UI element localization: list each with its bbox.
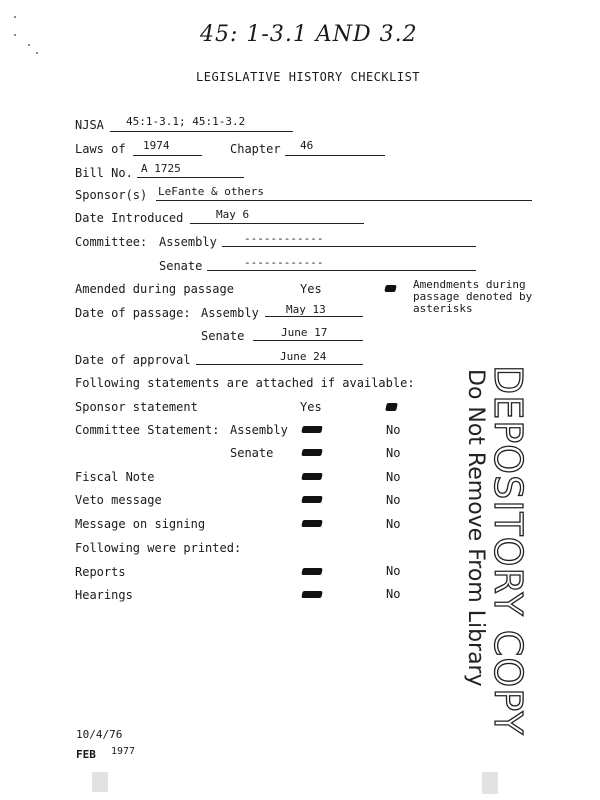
committee-statement-assembly-yes-redaction (301, 426, 322, 433)
date-of-approval-value: June 24 (280, 350, 327, 363)
reports-no: No (386, 564, 401, 578)
stamp-depository-copy: DEPOSITORY COPY (486, 365, 530, 736)
amendments-note: Amendments during passage denoted by asterisks (413, 278, 533, 315)
committee-statement-senate-label: Senate (230, 446, 274, 460)
committee-label: Committee: (75, 235, 148, 249)
amended-yes: Yes (300, 282, 322, 296)
committee-statement-senate-no: No (386, 446, 401, 460)
date-introduced-label: Date Introduced (75, 211, 184, 225)
message-on-signing-no: No (386, 517, 401, 531)
passage-assembly-underline (265, 316, 363, 317)
amended-no-redaction (384, 285, 396, 292)
footer-date: 10/4/76 (76, 728, 123, 741)
scan-speck (14, 34, 16, 36)
sponsor-label: Sponsor(s) (75, 188, 148, 202)
veto-message-label: Veto message (75, 493, 162, 507)
committee-assembly-label: Assembly (159, 235, 217, 249)
footer-year: 1977 (111, 746, 136, 757)
laws-of-value: 1974 (143, 139, 170, 152)
handwritten-statute-reference: 45: 1-3.1 AND 3.2 (200, 22, 418, 47)
sponsor-statement-yes: Yes (300, 400, 322, 414)
message-on-signing-label: Message on signing (75, 517, 206, 531)
committee-senate-underline (207, 270, 476, 271)
hearings-label: Hearings (75, 588, 133, 602)
message-on-signing-yes-redaction (301, 520, 322, 527)
committee-assembly-value: ------------ (244, 232, 324, 245)
date-of-passage-label: Date of passage: (75, 306, 191, 320)
njsa-label: NJSA (75, 118, 104, 132)
date-introduced-value: May 6 (216, 208, 250, 221)
laws-of-underline (133, 155, 202, 156)
fiscal-note-yes-redaction (301, 473, 322, 480)
reports-label: Reports (75, 565, 126, 579)
committee-statement-senate-yes-redaction (301, 449, 322, 456)
amended-label: Amended during passage (75, 282, 234, 296)
committee-statement-label: Committee Statement: (75, 423, 220, 437)
date-introduced-underline (190, 223, 364, 224)
bill-no-label: Bill No. (75, 166, 133, 180)
fiscal-note-no: No (386, 470, 401, 484)
passage-assembly-label: Assembly (201, 306, 259, 320)
scan-speck (14, 16, 16, 18)
sponsor-underline (156, 200, 532, 201)
reports-yes-redaction (301, 568, 322, 575)
sponsor-statement-no-redaction (385, 403, 398, 411)
njsa-value: 45:1-3.1; 45:1-3.2 (126, 115, 246, 128)
passage-assembly-value: May 13 (286, 303, 326, 316)
statements-heading: Following statements are attached if available: (75, 376, 415, 390)
passage-senate-value: June 17 (281, 326, 328, 339)
date-of-approval-underline (196, 364, 363, 365)
sponsor-statement-label: Sponsor statement (75, 400, 198, 414)
fiscal-note-label: Fiscal Note (75, 470, 155, 484)
footer-month: FEB (76, 748, 96, 761)
njsa-underline (110, 131, 293, 132)
chapter-value: 46 (300, 139, 314, 152)
scan-speck (28, 44, 30, 46)
hearings-yes-redaction (301, 591, 322, 598)
committee-senate-label: Senate (159, 259, 203, 273)
laws-of-label: Laws of (75, 142, 126, 156)
hearings-no: No (386, 587, 401, 601)
bill-no-value: A 1725 (141, 162, 181, 175)
bill-no-underline (137, 177, 244, 178)
date-of-approval-label: Date of approval (75, 353, 191, 367)
printed-heading: Following were printed: (75, 541, 242, 555)
veto-message-yes-redaction (301, 496, 322, 503)
chapter-label: Chapter (230, 142, 281, 156)
chapter-underline (285, 155, 385, 156)
committee-statement-assembly-label: Assembly (230, 423, 288, 437)
scan-smudge (482, 772, 498, 794)
sponsor-value: LeFante & others (158, 185, 264, 198)
scan-smudge (92, 772, 108, 792)
committee-statement-assembly-no: No (386, 423, 401, 437)
scan-speck (36, 52, 38, 54)
veto-message-no: No (386, 493, 401, 507)
passage-senate-label: Senate (201, 329, 245, 343)
committee-assembly-underline (222, 246, 476, 247)
passage-senate-underline (253, 340, 363, 341)
page-title: LEGISLATIVE HISTORY CHECKLIST (196, 70, 421, 84)
committee-senate-value: ------------ (244, 256, 324, 269)
stamp-do-not-remove: Do Not Remove From Library (463, 369, 488, 687)
